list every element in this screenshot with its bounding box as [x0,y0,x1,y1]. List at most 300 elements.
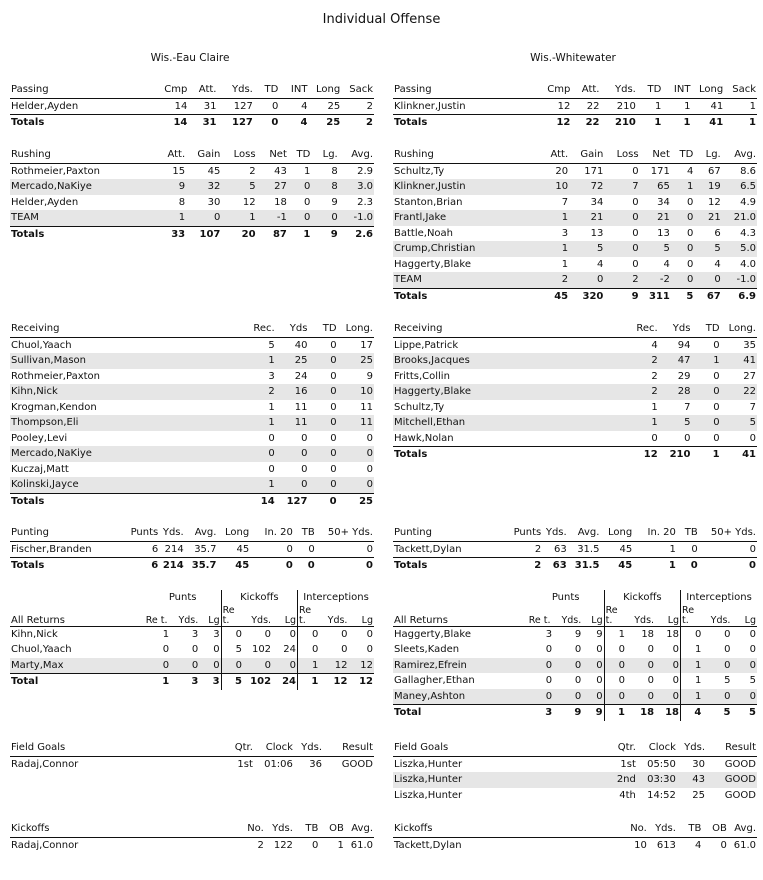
stat-cell: 0 [288,210,311,226]
player-name: Lippe,Patrick [394,339,459,351]
column-header: Result [323,740,374,756]
table-row [393,369,757,385]
column-header: Long [600,525,633,541]
stat-cell: 3 [191,628,199,640]
stat-cell: 0 [671,272,694,288]
table-row [10,642,374,658]
stat-cell: 0 [659,431,692,447]
stat-cell: 0 [694,272,721,288]
table-row [10,658,374,674]
stat-cell: 0 [655,642,680,658]
spacer [393,590,528,606]
stat-cell: 0 [691,431,720,447]
stat-cell: 0 [243,446,276,462]
stat-cell: 2.9 [357,165,373,177]
column-header: Lg [655,606,680,627]
column-header: Re t. [528,606,553,627]
stat-cell: 3 [268,370,275,382]
totals-row [393,288,757,304]
total-cell: 63 [542,558,567,574]
group-header-row [10,590,374,606]
column-header: Lg. [311,147,338,163]
column-header: Cmp [539,82,572,98]
receiving-table [393,321,757,463]
stat-cell: 0 [618,675,625,686]
column-header: TB [677,821,702,837]
table-row [393,431,757,447]
stat-cell: 0 [308,477,337,493]
player-name: Maney,Ashton [393,689,528,705]
stat-cell: 0 [545,644,553,655]
stat-cell: 25 [308,98,341,115]
total-cell: 45 [538,288,569,304]
stat-cell: 7 [684,401,691,413]
table-row [393,626,757,642]
stat-cell: 29 [677,370,691,382]
player-name: Schultz,Ty [394,165,445,177]
total-cell: 2.6 [339,226,374,242]
stat-cell: 43 [677,772,706,788]
total-cell: 0 [254,115,279,131]
column-header: Yds [659,321,692,337]
table-row [10,446,374,462]
column-header: Cmp [156,82,189,98]
table-row [393,163,757,179]
stat-cell: 0 [655,673,680,689]
table-row [393,658,757,674]
column-header: Punts [506,525,542,541]
totals-label: Total [393,705,528,721]
total-cell: 102 [243,674,272,690]
stat-cell: 2 [651,370,658,382]
stat-cell: 35 [743,339,756,351]
stat-cell: 1 [681,658,703,674]
total-cell: 5 [221,674,243,690]
stat-cell: 61.0 [733,839,756,851]
stat-cell: 5 [640,241,671,257]
table-row [393,353,757,369]
stat-cell: 6.5 [722,179,757,195]
stat-cell: 0 [330,339,337,351]
stat-cell: 127 [217,98,253,115]
stat-cell: 12 [348,658,374,674]
stat-cell: 4.9 [740,196,756,208]
stat-cell: 0 [604,241,639,257]
stat-cell: 0 [604,689,626,705]
total-cell: 210 [600,115,636,131]
stat-cell: 171 [584,165,604,177]
stat-cell: 4.0 [740,258,756,270]
stat-cell: 0 [721,431,757,447]
table-row [10,369,374,385]
stat-cell: 6 [123,541,159,558]
stat-cell: 0 [582,658,604,674]
stat-cell: 0 [702,689,731,705]
stat-cell: 0 [731,689,757,705]
table-row [10,210,374,226]
total-cell: 210 [659,447,692,463]
stat-cell: 0 [569,272,604,288]
column-header: TD [637,82,662,98]
stat-cell: 0 [671,210,694,226]
stat-cell: 5 [235,644,242,655]
stat-cell: 0 [316,541,374,558]
stat-cell: 214 [159,541,184,558]
stat-cell: 0 [170,658,199,674]
stat-cell: 8.6 [740,165,756,177]
stat-cell: 2 [257,839,264,851]
stat-cell: 0 [699,541,757,558]
stat-cell: 7 [604,179,639,195]
stat-cell: 613 [656,839,676,851]
column-header: Yds. [553,606,582,627]
column-header: Long [691,82,724,98]
table-row [393,272,757,288]
player-name: Tackett,Dylan [394,839,462,851]
player-name: Sleets,Kaden [394,644,460,655]
stat-cell: 0 [749,644,756,655]
stat-cell: 0 [254,98,279,115]
table-row [393,400,757,416]
table-row [393,837,757,853]
stat-cell: 102 [251,644,272,655]
totals-row [10,115,374,131]
table-row [393,772,757,788]
totals-label: Totals [393,115,539,131]
stat-cell: 13 [657,227,670,239]
header-row [10,606,374,627]
stat-cell: -2 [640,272,671,288]
column-header: TB [294,821,319,837]
column-header: TD [671,147,694,163]
column-header: Yds. [600,82,636,98]
column-header: No. [236,821,265,837]
rushing-table [393,147,757,304]
stat-cell: 1 [561,258,569,270]
table-row [10,431,374,447]
column-header: INT [662,82,691,98]
stat-cell: 11 [294,401,308,413]
stat-cell: 0 [553,689,582,705]
stat-cell: 47 [659,353,692,369]
column-header: Passing [10,82,156,98]
stat-cell: 3.0 [339,179,374,195]
stat-cell: 0 [724,628,731,640]
table-row [393,673,757,689]
column-header: Avg. [339,147,374,163]
stat-cell: 0 [312,839,319,851]
stat-cell: 0 [720,839,727,851]
column-header: 50+ Yds. [316,525,374,541]
stat-cell: 4 [686,165,694,177]
stat-cell: 19 [694,179,721,195]
column-header: TD [308,321,337,337]
stat-cell: 0 [724,644,731,655]
stat-cell: 16 [276,384,309,400]
column-header: 50+ Yds. [699,525,757,541]
total-cell: 45 [600,558,633,574]
total-cell: 0 [677,558,699,574]
kickoffs-table [393,821,757,853]
column-header: Kickoffs [10,821,236,837]
table-row [10,837,374,853]
stat-cell: 4 [651,339,658,351]
stat-cell: 0 [632,227,639,239]
stat-cell: 0 [691,384,720,400]
player-name: Kihn,Nick [11,628,58,640]
column-header: Lg [272,606,297,627]
rushing-section [10,147,374,242]
column-header: Result [706,740,757,756]
stat-cell: 0 [632,196,639,208]
total-cell: 1 [637,115,662,131]
column-header: Att. [188,82,217,98]
player-name: Klinkner,Justin [393,98,539,115]
column-header: Lg [348,606,374,627]
table-row [393,210,757,226]
field-goals-table [10,740,374,772]
stat-cell: 9 [366,370,373,382]
table-row [10,179,374,195]
column-header: Rec. [626,321,659,337]
stat-cell: 1 [651,401,658,413]
table-row [393,241,757,257]
stat-cell: 0 [235,628,242,640]
player-name: Frantl,Jake [393,210,538,226]
player-name: Schultz,Ty [394,401,445,413]
column-header: Clock [637,740,677,756]
all-returns-table [10,590,374,690]
total-cell: 18 [626,705,655,721]
column-header: Yds. [243,606,272,627]
stat-cell: 1 [626,415,659,431]
column-header: In. 20 [633,525,677,541]
column-header: Att. [155,147,186,163]
table-row [393,384,757,400]
column-header: Sack [341,82,374,98]
stat-cell: 1 [243,415,276,431]
column-header: Yds. [294,740,323,756]
header-row [10,821,374,837]
column-header: Long. [721,321,757,337]
stat-cell: 0 [686,258,694,270]
header-row [10,321,374,337]
stat-cell: 7 [561,196,569,208]
stat-cell: 0 [243,658,272,674]
column-header: Lg [199,606,221,627]
stat-cell: 01:06 [264,758,293,770]
stat-cell: 12 [319,658,348,674]
total-cell: 31.5 [568,558,601,574]
stat-cell: 0 [702,658,731,674]
total-cell: 4 [681,705,703,721]
stat-cell: 34 [657,196,670,208]
column-header: Qtr. [225,740,254,756]
total-cell: 3 [528,705,553,721]
player-name: Sullivan,Mason [10,353,243,369]
stat-cell: 1 [662,98,691,115]
stat-cell: 61.0 [350,839,373,851]
total-cell: 0 [699,558,757,574]
player-name: Fritts,Collin [394,370,450,382]
total-cell: 5 [671,288,694,304]
table-row [10,163,374,179]
stat-cell: 0 [647,675,655,686]
passing-section [393,82,757,131]
receiving-section [393,321,757,463]
field-goals-section [10,740,374,772]
column-header: Yds. [159,525,184,541]
stat-cell: 24 [294,370,308,382]
stat-cell: 210 [600,98,636,115]
stat-cell: -1.0 [339,210,374,226]
stat-cell: 14:52 [647,789,676,801]
player-name: Liszka,Hunter [394,758,463,770]
column-header: Lg [731,606,757,627]
column-header: All Returns [10,606,145,627]
totals-row [10,558,374,574]
stat-cell: 0 [145,658,170,674]
all-returns-table [393,590,757,721]
stat-cell: 2 [341,98,374,115]
player-name: Haggerty,Blake [394,258,471,270]
column-header: No. [619,821,648,837]
player-name: Helder,Ayden [11,196,79,208]
stat-cell: 0 [341,644,348,655]
stat-cell: 40 [294,339,308,351]
column-header: OB [702,821,727,837]
stat-cell: 0 [528,689,553,705]
stat-cell: 0 [330,463,337,475]
stat-cell: 0 [268,463,275,475]
stat-cell: 1 [671,179,694,195]
kickoffs-section [393,821,757,853]
total-cell: 41 [721,447,757,463]
column-header: Receiving [393,321,626,337]
totals-label: Totals [393,447,626,463]
total-cell: 0 [308,493,337,509]
punting-table [393,525,757,574]
column-header: TB [677,525,699,541]
header-row [393,82,757,98]
player-name: Klinkner,Justin [393,179,538,195]
total-cell: 20 [221,226,256,242]
column-header: Re t. [298,606,320,627]
player-name: Kuczaj,Matt [11,463,69,475]
player-name: Thompson,Eli [10,415,243,431]
totals-row [10,493,374,509]
column-header: Avg. [568,525,601,541]
column-header: All Returns [393,606,528,627]
column-header: Field Goals [10,740,225,756]
stat-cell: 0 [626,658,655,674]
player-name: Haggerty,Blake [393,384,626,400]
stat-cell: 21 [569,210,604,226]
column-header: Re t. [681,606,703,627]
total-cell: 87 [257,226,288,242]
stat-cell: 4 [279,98,308,115]
total-cell: 12 [539,115,572,131]
player-name: Hawk,Nolan [393,431,626,447]
total-cell: 1 [145,674,170,690]
stat-cell: 0 [272,658,297,674]
total-cell: 25 [338,493,374,509]
stat-cell: 0 [199,658,221,674]
stat-cell: 0 [655,689,680,705]
total-cell: 9 [311,226,338,242]
stat-cell: 0 [366,432,373,444]
stat-cell: -1 [257,210,288,226]
totals-row [393,115,757,131]
column-header: Receiving [10,321,243,337]
player-name: Ramirez,Efrein [393,658,528,674]
header-row [10,525,374,541]
total-cell: 22 [571,115,600,131]
stat-cell: 3 [545,628,553,640]
table-row [10,195,374,211]
stat-cell: 4.3 [740,227,756,239]
column-header: Yds. [702,606,731,627]
stat-cell: 5 [694,241,721,257]
total-cell: 214 [159,558,184,574]
spacer [10,590,145,606]
stat-cell: 3 [561,227,569,239]
player-name: Chuol,Yaach [11,644,72,655]
stat-cell: 1 [724,98,757,115]
total-cell: 9 [604,288,639,304]
stat-cell: GOOD [706,772,757,788]
stat-cell: 2 [604,272,639,288]
stat-cell: 5 [569,241,604,257]
table-row [10,756,374,772]
stat-cell: 21 [640,210,671,226]
table-row [393,756,757,772]
player-name: Kolinski,Jayce [10,477,243,493]
player-name: Crump,Christian [393,241,538,257]
player-name: Rothmeier,Paxton [11,370,100,382]
totals-label: Totals [393,558,506,574]
stat-cell: 0 [574,644,582,655]
player-name: Fischer,Branden [10,541,123,558]
stat-cell: 9 [582,626,604,642]
total-cell: 3 [199,674,221,690]
stat-cell: 1st [237,758,253,770]
stat-cell: 0 [671,241,694,257]
stat-cell: 43 [274,165,287,177]
table-row [10,541,374,558]
totals-row [10,226,374,242]
table-row [393,415,757,431]
punting-section [393,525,757,574]
total-cell: 6.9 [722,288,757,304]
stat-cell: 171 [650,165,670,177]
stat-cell: 0 [276,446,309,462]
column-header: Loss [604,147,639,163]
player-name: Mercado,NaKiye [10,179,155,195]
group-header: Punts [528,590,604,606]
stat-cell: 0 [250,541,294,558]
player-name: Liszka,Hunter [394,789,463,801]
column-header: Punting [10,525,123,541]
stat-cell: 22 [571,98,600,115]
total-cell: 35.7 [185,558,218,574]
stat-cell: 0 [713,370,720,382]
header-row [10,147,374,163]
stat-cell: 1 [162,628,170,640]
totals-label: Totals [10,115,156,131]
receiving-table [10,321,374,509]
all-returns-section [10,590,374,690]
